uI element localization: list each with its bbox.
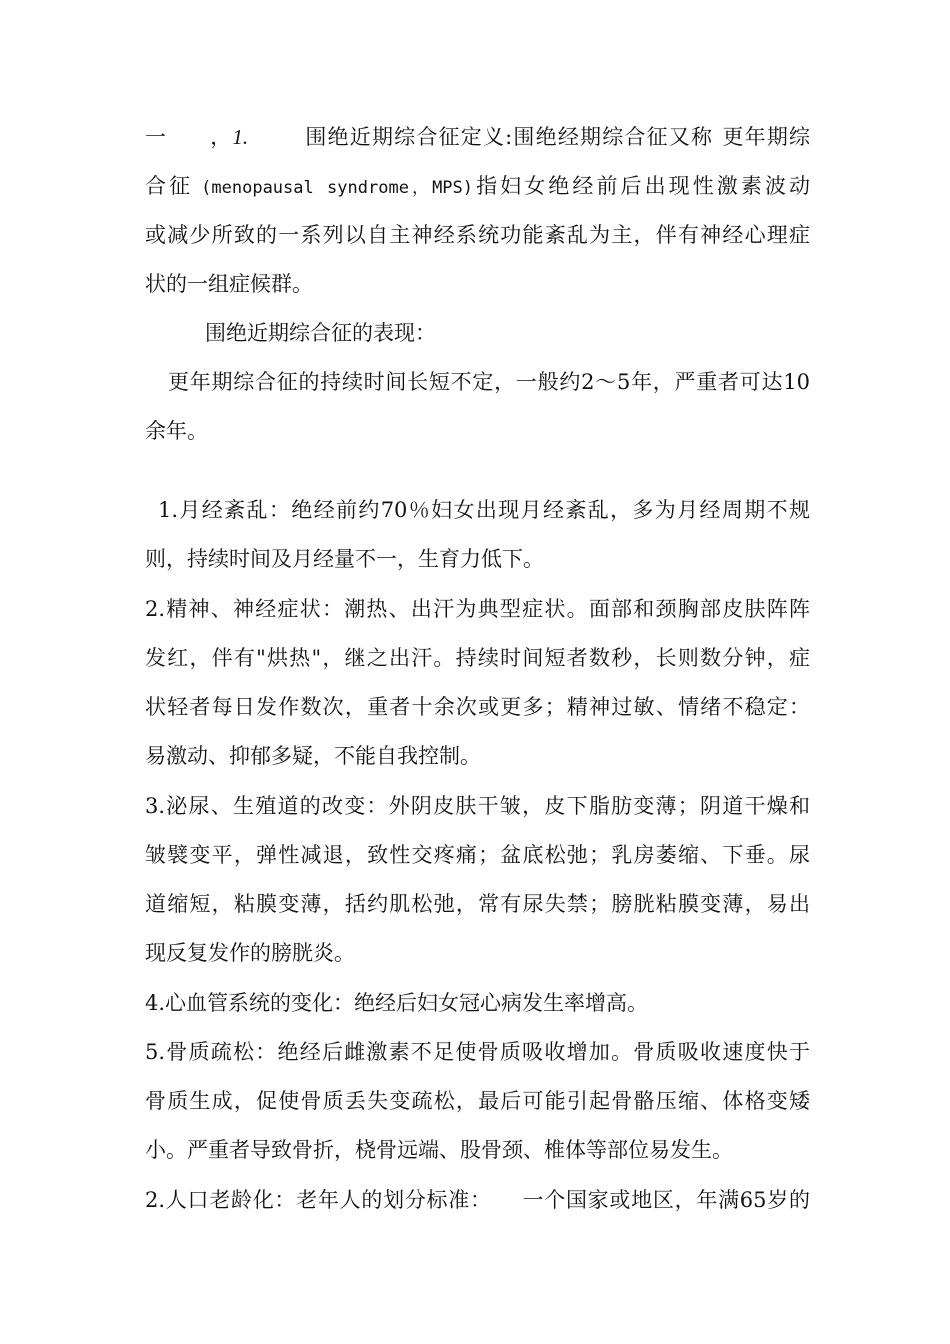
- item-line: 则，持续时间及月经量不一，生育力低下。: [145, 547, 544, 571]
- item-line: 易激动、抑郁多疑，不能自我控制。: [145, 744, 481, 768]
- duration-line-1: 更年期综合征的持续时间长短不定，一般约2～5年，严重者可达10: [168, 370, 810, 394]
- heading-dash: 一: [145, 125, 166, 149]
- item-line: 骨质生成，促使骨质丢失变疏松，最后可能引起骨骼压缩、体格变矮: [145, 1089, 810, 1113]
- duration-line-2: 余年。: [145, 419, 208, 443]
- item-line: 道缩短，粘膜变薄，括约肌松弛，常有尿失禁；膀胱粘膜变薄，易出: [145, 892, 810, 916]
- heading-number: 1.: [232, 125, 249, 149]
- item-line: 状轻者每日发作数次，重者十余次或更多；精神过敏、情绪不稳定：: [145, 695, 810, 719]
- aging-line-a: 2.人口老龄化：老年人的划分标准：: [145, 1188, 492, 1212]
- definition-text-b: 更年期综: [721, 125, 810, 149]
- item-line: 现反复发作的膀胱炎。: [145, 941, 355, 965]
- aging-line-b: 一个国家或地区，年满65岁的: [521, 1188, 810, 1212]
- item-line: 3.泌尿、生殖道的改变：外阴皮肤干皱，皮下脂肪变薄；阴道干燥和: [145, 794, 810, 818]
- item-line: 1.月经紊乱：绝经前约70％妇女出现月经紊乱，多为月经周期不规: [158, 498, 810, 522]
- definition-line-3: 或减少所致的一系列以自主神经系统功能紊乱为主，伴有神经心理症: [145, 223, 810, 247]
- item-line: 5.骨质疏松：绝经后雌激素不足使骨质吸收增加。骨质吸收速度快于: [145, 1040, 810, 1064]
- item-line: 小。严重者导致骨折，桡骨远端、股骨颈、椎体等部位易发生。: [145, 1138, 733, 1162]
- item-line: 发红，伴有"烘热"，继之出汗。持续时间短者数秒，长则数分钟，症: [145, 646, 810, 670]
- item-line: 4.心血管系统的变化：绝经后妇女冠心病发生率增高。: [145, 991, 649, 1015]
- heading-comma: ，: [209, 125, 233, 149]
- item-line: 皱襞变平，弹性减退，致性交疼痛；盆底松弛；乳房萎缩、下垂。尿: [145, 843, 810, 867]
- sub-heading: 围绝近期综合征的表现：: [205, 321, 436, 345]
- definition-line-2-b: 指妇女绝经前后出现性激素波动: [473, 174, 810, 198]
- aging-line: [145, 1185, 810, 1215]
- definition-line-4: 状的一组症候群。: [145, 272, 313, 296]
- item-line: 2.精神、神经症状：潮热、出汗为典型症状。面部和颈胸部皮肤阵阵: [145, 597, 810, 621]
- definition-line-2: [145, 171, 810, 201]
- definition-line-2-mono: (menopausal syndrome，MPS): [201, 178, 474, 198]
- definition-text-a: 围绝近期综合征定义:围绝经期综合征又称: [304, 125, 714, 149]
- definition-line-2-a: 合征: [145, 174, 194, 198]
- definition-heading-line: [145, 122, 810, 152]
